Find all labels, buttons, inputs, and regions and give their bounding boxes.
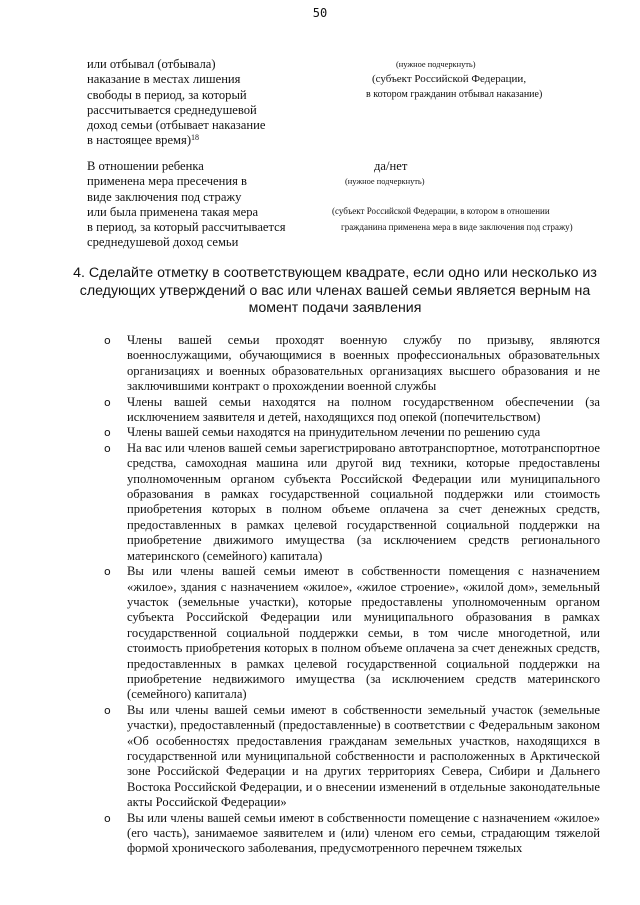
region-label-cont: в котором гражданин отбывал наказание) (366, 89, 543, 100)
list-item: o На вас или членов вашей семьи зарегистрировано автотранспортное, мототранспортное средства, самоходная машина или другой вид техники, которые предоставлены уполномоченным органом субъекта Российской Федерации или муниципального образования в рамках государственной социальной поддержки или стоимость приобретения которых в полном объеме оплачена за счет денежных средств, предоставленных в рамках целевой государственной социальной поддержки на приобретение движимого имущества (за исключением средств регионального материнского (семейного) капитала) (104, 440, 600, 563)
checkbox-bullet[interactable]: o (104, 395, 111, 409)
region-label-2-cont: гражданина применена мера в виде заключения под стражу) (341, 222, 573, 232)
page-number: 50 (312, 6, 328, 20)
list-item: o Вы или члены вашей семьи имеют в собственности помещения с назначением «жилое», здания с назначением «жилое», «жилое строение», «жилой дом», земельный участок (земельные участки), которые предоставлены уполномоченным органом субъекта Российской Федерации или муниципального образования в рамках государственной социальной поддержки семьи, в том числе многодетной, или стоимость приобретения которых в полном объеме оплачена за счет денежных средств, предоставленных в рамках целевой государственной социальной поддержки на приобретение недвижимого имущества (за исключением средств материнского (семейного) капитала) (104, 564, 600, 702)
region-label: (субъект Российской Федерации, (372, 73, 527, 85)
statement-checklist (96, 333, 600, 857)
checkbox-bullet[interactable]: o (104, 334, 111, 347)
checkbox-bullet[interactable]: o (104, 703, 111, 717)
checkbox-bullet[interactable]: o (104, 441, 111, 455)
checkbox-bullet[interactable]: o (104, 811, 111, 825)
section-heading: 4. Сделайте отметку в соответствующем квадрате, если одно или несколько из следующих утверждений о вас или членах вашей семьи является верным на момент подачи заявления (73, 265, 597, 316)
checkbox-bullet[interactable]: o (104, 426, 111, 440)
penal-question-label: или отбывал (отбывала) наказание в местах лишения свободы в период, за который рассчитывается среднедушевой доход семьи (отбывает наказание в настоящее время)$^{18}$ (87, 57, 266, 148)
footnote-ref: 18 (191, 133, 200, 143)
yes-no-field: да/нет (374, 159, 408, 173)
list-item: o Члены вашей семьи находятся на полном государственном обеспечении (за исключением заявителя и детей, находящихся под опекой (попечительством) (104, 394, 600, 425)
checkbox-bullet[interactable]: o (104, 565, 111, 579)
custody-question-label: В отношении ребенка применена мера пресечения в виде заключения под стражу или была применена такая мера в период, за который рассчитывается среднедушевой доход семьи (87, 159, 286, 250)
list-item: o Члены вашей семьи находятся на принудительном лечении по решению суда (104, 425, 541, 440)
list-item: o Члены вашей семьи проходят военную службу по призыву, являются военнослужащими, обучающимися в военных профессиональных образовательных организациях и военных образовательных организациях высшего образования и не заключившими контракт о прохождении военной службы (104, 333, 600, 394)
underline-note-2: (нужное подчеркнуть) (345, 177, 425, 186)
region-label-2: (субъект Российской Федерации, в котором в отношении (332, 206, 550, 216)
list-item: o Вы или члены вашей семьи имеют в собственности земельный участок (земельные участки), предоставленный (предоставленные) в соответствии с Федеральным законом «Об особенностях предоставления гражданам земельных участков, находящихся в государственной или муниципальной собственности и расположенных в Арктической зоне Российской Федерации и на других территориях Севера, Сибири и Дальнего Востока Российской Федерации, и о внесении изменений в отдельные законодательные акты Российской Федерации» (104, 702, 600, 810)
underline-note: (нужное подчеркнуть) (396, 60, 476, 69)
list-item: o Вы или члены вашей семьи имеют в собственности помещение с назначением «жилое» (его часть), занимаемое заявителем и (или) членом его семьи, страдающим тяжелой формой хронического заболевания, предусмотренного перечнем тяжелых (104, 810, 600, 856)
